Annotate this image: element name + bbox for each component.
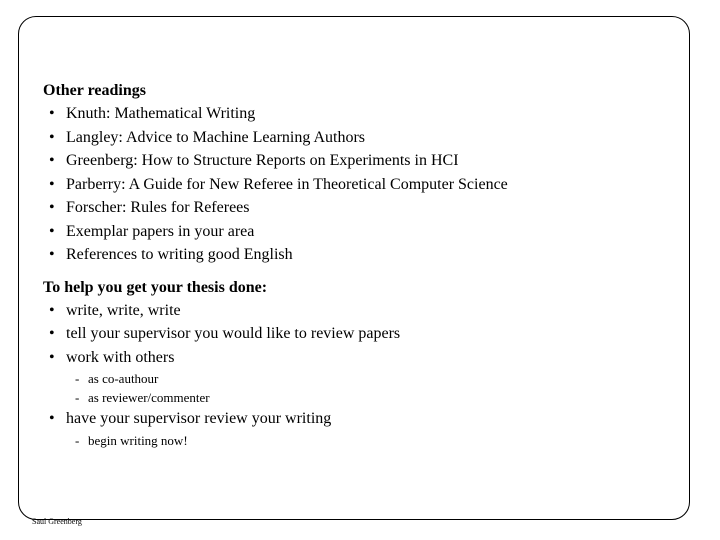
list-item-text: Greenberg: How to Structure Reports on Experiments in HCI [66,152,459,169]
list-item [43,346,683,370]
list-item-text: Forscher: Rules for Referees [66,199,250,216]
list-item-text: References to writing good English [66,246,293,263]
bullet-icon: • [49,222,55,240]
dash-icon: - [75,432,80,448]
list-item [43,173,683,197]
bullet-icon: • [49,246,55,263]
section-title: Other readings [43,82,146,99]
list-item-text: tell your supervisor you would like to review papers [66,325,401,342]
list-item-text: work with others [66,348,175,366]
dash-icon: - [75,390,80,405]
slide-content [43,80,683,450]
bullet-icon: • [49,175,55,193]
section-spacer [43,267,683,277]
list-item [43,102,683,126]
list-item-text: write, write, write [66,301,181,319]
list-item [43,322,683,346]
list-item [43,299,683,323]
section-thesis-tips [43,277,683,450]
list-item [43,196,683,220]
bullet-icon: • [49,325,55,342]
sub-list-item [43,431,683,450]
list-item-text: have your supervisor review your writing [66,410,332,427]
sub-list-item [43,369,683,388]
section-title: To help you get your thesis done: [43,278,268,296]
list-item-text: Knuth: Mathematical Writing [66,105,256,122]
list-item [43,243,683,267]
dash-icon: - [75,371,80,386]
list-item [43,149,683,173]
bullet-icon: • [49,105,55,122]
bullet-icon: • [49,128,55,146]
list-item-text: Exemplar papers in your area [66,222,255,240]
list-item-text: Parberry: A Guide for New Referee in Theoretical Computer Science [66,175,508,193]
list-item [43,220,683,244]
sub-list-item-text: as co-authour [88,371,159,386]
list-item-text: Langley: Advice to Machine Learning Authors [66,128,366,146]
bullet-icon: • [49,152,55,169]
bullet-icon: • [49,199,55,216]
author-footer: Saul Greenberg [32,517,82,526]
bullet-icon: • [49,410,55,427]
list-item [43,126,683,150]
list-item [43,407,683,431]
sub-list-item [43,388,683,407]
bullet-icon: • [49,301,55,319]
sub-list-item-text: begin writing now! [88,432,188,448]
bullet-icon: • [49,348,55,366]
section-other-readings [43,80,683,267]
sub-list-item-text: as reviewer/commenter [88,390,210,405]
